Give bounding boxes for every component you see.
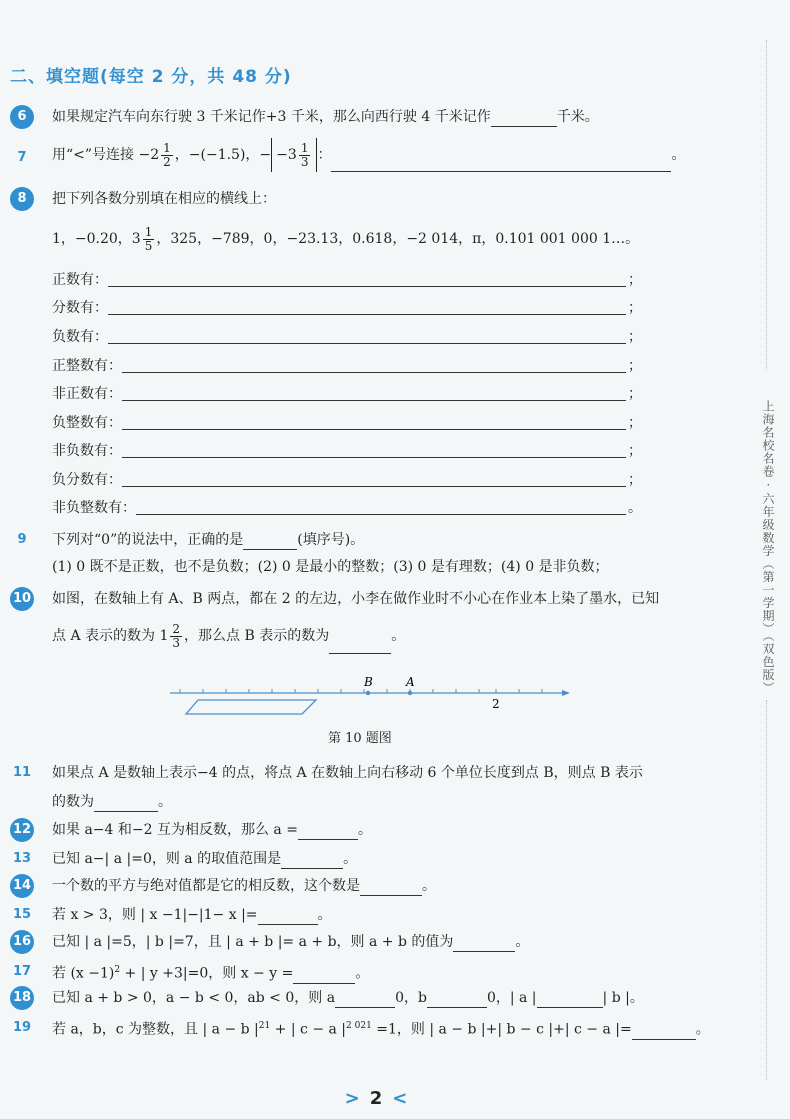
row-end: ；	[628, 272, 642, 288]
fill-label-positive-integer: 正整数有：	[52, 358, 122, 374]
row-end: 。	[628, 500, 642, 516]
question-11-line1: 如果点 A 是数轴上表示−4 的点，将点 A 在数轴上向右移动 6 个单位长度到点 B，则点 B 表示	[52, 765, 643, 781]
label-b: B	[364, 675, 373, 689]
question-14: 一个数的平方与绝对值都是它的相反数，这个数是 。	[52, 878, 436, 894]
fill-label-non-negative-integer: 非负整数有：	[52, 500, 136, 516]
fill-label-positive: 正数有：	[52, 272, 108, 288]
question-16: 已知 | a |=5，| b |=7，且 | a + b |= a + b，则 a + b 的值为 。	[52, 934, 530, 950]
absolute-value: −3 $\frac{1}{3}$	[271, 138, 317, 172]
label-a: A	[406, 675, 415, 689]
question-9-options: (1) 0 既不是正数，也不是负数；(2) 0 是最小的整数；(3) 0 是有理数；(4) 0 是非负数；	[52, 559, 609, 575]
row-end: ；	[628, 386, 642, 402]
answer-line[interactable]	[122, 372, 626, 373]
question-number-15: 15	[12, 907, 32, 922]
page-left-marker: >	[344, 1088, 360, 1109]
row-end: ；	[628, 415, 642, 431]
answer-line[interactable]	[136, 514, 626, 515]
answer-line[interactable]	[122, 400, 626, 401]
fraction: $\frac{1}{2}$	[163, 140, 171, 169]
question-13: 已知 a−| a |=0，则 a 的取值范围是 。	[52, 851, 358, 867]
question-number-10: 10	[10, 587, 34, 611]
answer-line[interactable]	[122, 486, 626, 487]
question-number-7: 7	[17, 150, 27, 165]
section-title: 二、填空题(每空 2 分，共 48 分)	[10, 67, 292, 87]
answer-line[interactable]	[108, 286, 626, 287]
fill-label-negative-fraction: 负分数有：	[52, 472, 122, 488]
question-number-18: 18	[10, 986, 34, 1010]
question-number-16: 16	[10, 930, 34, 954]
row-end: ；	[628, 472, 642, 488]
question-number-17: 17	[12, 964, 32, 979]
figure-caption: 第 10 题图	[328, 731, 392, 746]
divider	[766, 40, 767, 370]
question-number-19: 19	[12, 1020, 32, 1035]
fill-label-negative-integer: 负整数有：	[52, 415, 122, 431]
answer-line[interactable]	[122, 429, 626, 430]
question-number-8: 8	[10, 187, 34, 211]
answer-line[interactable]	[108, 343, 626, 344]
sidebar-book-title: 上海名校名卷 · 六年级数学（第一学期）（双色版）	[761, 400, 775, 695]
point-a	[408, 691, 412, 695]
row-end: ；	[628, 443, 642, 459]
ink-stain	[186, 700, 316, 714]
question-8-numbers: 1，−0.20，3 $\frac{1}{5}$ ，325，−789，0，−23.13，0.618，−2 014，π，0.101 001 000 1…。	[52, 224, 640, 253]
answer-line[interactable]	[108, 314, 626, 315]
question-number-11: 11	[12, 765, 32, 780]
page-number-value: 2	[369, 1088, 383, 1109]
question-9: 下列对“0”的说法中，正确的是 (填序号)。	[52, 532, 365, 548]
fill-label-non-positive: 非正数有：	[52, 386, 122, 402]
question-number-6: 6	[10, 105, 34, 129]
question-19: 若 a，b，c 为整数，且 | a − b $|^{21}$ + | c − a $|^{2 021} =1$，则 | a − b |+| b − c |+| c − a |= 。	[52, 1021, 710, 1038]
question-number-14: 14	[10, 874, 34, 898]
number-line-arrow	[562, 690, 570, 696]
question-11-line2: 的数为 。	[52, 794, 172, 810]
question-12: 如果 a−4 和−2 互为相反数，那么 a = 。	[52, 822, 372, 838]
row-end: ；	[628, 358, 642, 374]
question-number-9: 9	[17, 532, 27, 547]
label-2: 2	[492, 697, 500, 711]
fill-label-non-negative: 非负数有：	[52, 443, 122, 459]
row-end: ；	[628, 329, 642, 345]
question-number-12: 12	[10, 818, 34, 842]
question-6: 如果规定汽车向东行驶 3 千米记作+3 千米，那么向西行驶 4 千米记作 千米。	[52, 109, 599, 125]
row-end: ；	[628, 300, 642, 316]
question-15: 若 x > 3，则 | x −1|−|1− x |= 。	[52, 907, 332, 923]
number-line-figure	[170, 672, 590, 722]
question-10-line1: 如图，在数轴上有 A、B 两点，都在 2 的左边，小李在做作业时不小心在作业本上染了墨水，已知	[52, 591, 660, 607]
question-17: 若 $(x -1)^2$ + | y +3|=0，则 x − y = 。	[52, 965, 370, 982]
page-right-marker: <	[392, 1088, 408, 1109]
page-number	[336, 1088, 416, 1109]
question-number-13: 13	[12, 851, 32, 866]
answer-line[interactable]	[122, 457, 626, 458]
fill-label-fraction: 分数有：	[52, 300, 108, 316]
question-7: 用“<”号连接 −2 $\frac{1}{2}$ ，−(−1.5)，− −3 $\frac{1}{3}$ ： 。	[52, 138, 685, 172]
question-8-intro: 把下列各数分别填在相应的横线上：	[52, 191, 276, 207]
point-b	[366, 691, 370, 695]
question-18: 已知 a + b > 0，a − b < 0，ab < 0，则 a 0，b 0，| a | | b |。	[52, 990, 644, 1006]
fill-label-negative: 负数有：	[52, 329, 108, 345]
divider	[766, 700, 767, 1080]
question-10-line2: 点 A 表示的数为 1 $\frac{2}{3}$ ，那么点 B 表示的数为 。	[52, 618, 405, 654]
